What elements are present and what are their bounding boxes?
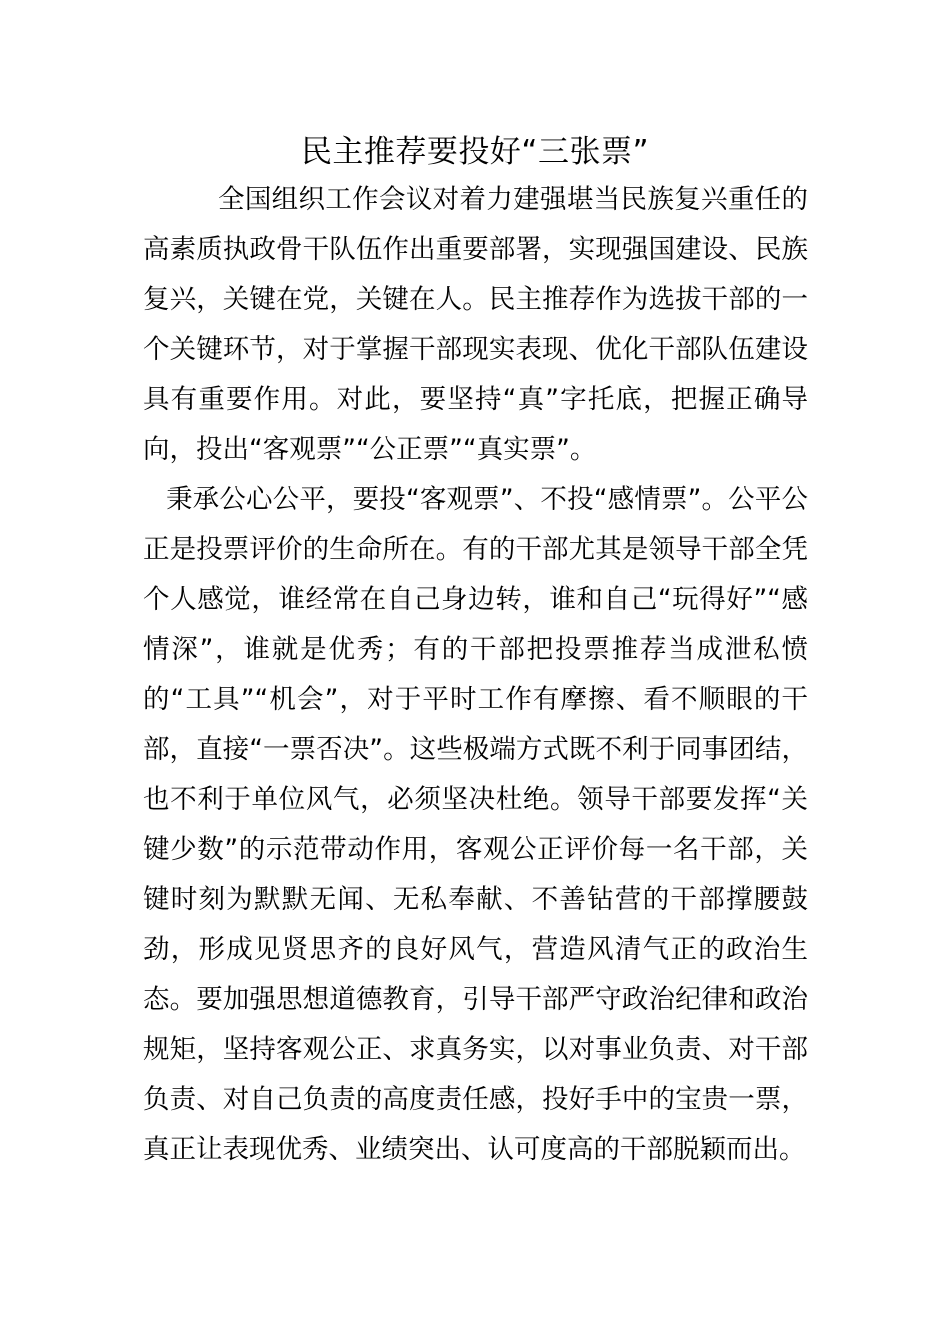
document-title: 民主推荐要投好“三张票”	[300, 134, 650, 170]
paragraph-1: 全国组织工作会议对着力建强堪当民族复兴重任的高素质执政骨干队伍作出重要部署，实现强国建设、民族复兴，关键在党，关键在人。民主推荐作为选拔干部的一个关键环节，对于掌握干部现实表现、优化干部队伍建设具有重要作用。对此，要坚持“真”字托底，把握正确导向，投出“客观票”“公正票”“真实票”。	[143, 184, 808, 465]
paragraph-2: 秉承公心公平，要投“客观票”、不投“感情票”。公平公正是投票评价的生命所在。有的干部尤其是领导干部全凭个人感觉，谁经常在自己身边转，谁和自己“玩得好”“感情深”，谁就是优秀；有的干部把投票推荐当成泄私愤的“工具”“机会”，对于平时工作有摩擦、看不顺眼的干部，直接“一票否决”。这些极端方式既不利于同事团结，也不利于单位风气，必须坚决杜绝。领导干部要发挥“关键少数”的示范带动作用，客观公正评价每一名干部，关键时刻为默默无闻、无私奉献、不善钻营的干部撑腰鼓劲，形成见贤思齐的良好风气，营造风清气正的政治生态。要加强思想道德教育，引导干部严守政治纪律和政治规矩，坚持客观公正、求真务实，以对事业负责、对干部负责、对自己负责的高度责任感，投好手中的宝贵一票，真正让表现优秀、业绩突出、认可度高的干部脱颖而出。	[143, 484, 808, 1165]
